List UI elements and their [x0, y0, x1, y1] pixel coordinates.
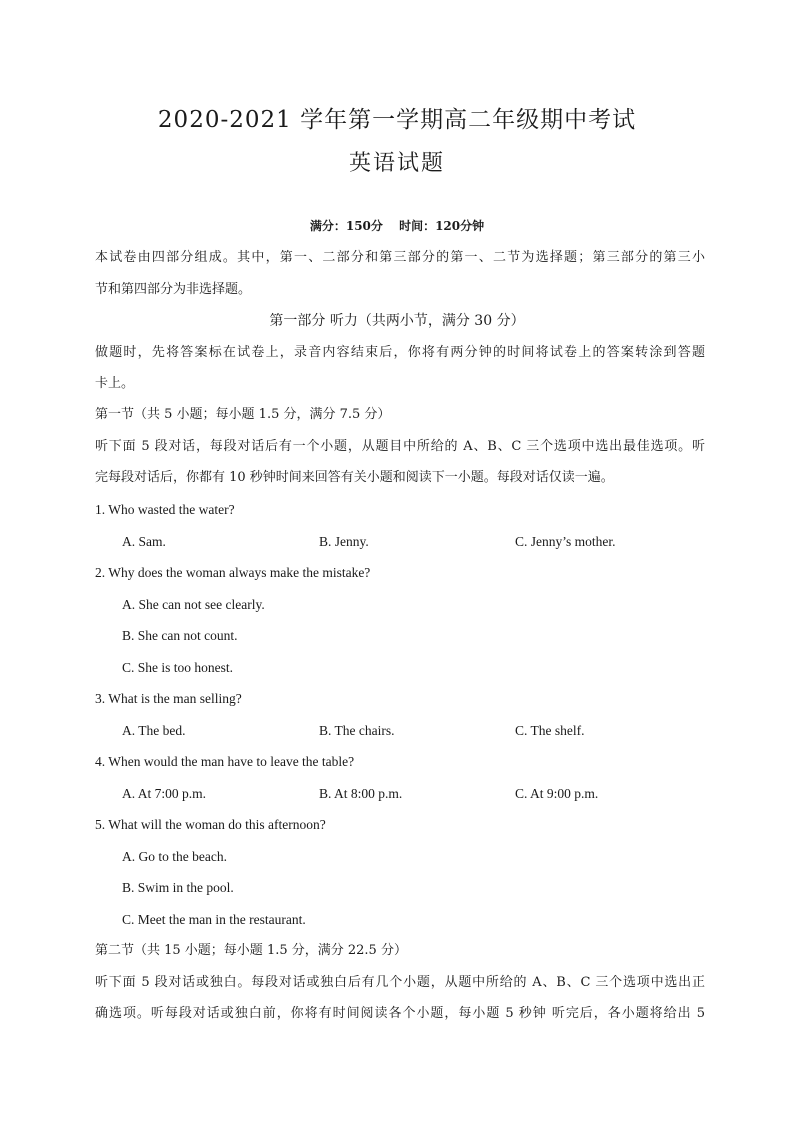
- intro-line-2: 节和第四部分为非选择题。: [95, 282, 252, 297]
- question-5-option-b: B. Swim in the pool.: [122, 880, 234, 895]
- question-4-option-b: B. At 8:00 p.m.: [319, 786, 403, 801]
- part1-instructions-line-2: 卡上。: [95, 376, 135, 391]
- section1-instructions-line-2: 完每段对话后，你都有 10 秒钟时间来回答有关小题和阅读下一小题。每段对话仅读一遍。: [95, 470, 614, 485]
- exam-subtitle: 英语试题: [348, 151, 445, 176]
- question-2-option-a: A. She can not see clearly.: [122, 597, 265, 612]
- question-1-option-c: C. Jenny’s mother.: [515, 534, 616, 549]
- section1-instructions-line-1: 听下面 5 段对话，每段对话后有一个小题，从题目中所给的 A、B、C 三个选项中选出最佳选项。听: [95, 439, 705, 454]
- question-5-option-c: C. Meet the man in the restaurant.: [122, 912, 306, 927]
- exam-title: 2020-2021 学年第一学期高二年级期中考试: [157, 107, 637, 133]
- score-info: 满分：150分 时间：120分钟: [309, 219, 485, 233]
- question-4-option-a: A. At 7:00 p.m.: [122, 786, 207, 801]
- section2-instructions-line-1: 听下面 5 段对话或独白。每段对话或独白后有几个小题，从题中所给的 A、B、C 三个选项中选出正: [95, 975, 705, 990]
- question-5-stem: 5. What will the woman do this afternoon?: [95, 817, 326, 832]
- section2-instructions-line-2: 确选项。听每段对话或独白前，你将有时间阅读各个小题，每小题 5 秒钟 听完后，各小题将给出 5: [95, 1006, 705, 1021]
- question-1-option-a: A. Sam.: [122, 534, 166, 549]
- section1-heading: 第一节（共 5 小题；每小题 1.5 分，满分 7.5 分）: [95, 407, 391, 422]
- question-2-stem: 2. Why does the woman always make the mistake?: [95, 565, 371, 580]
- question-1-option-b: B. Jenny.: [319, 534, 369, 549]
- question-3-option-a: A. The bed.: [122, 723, 186, 738]
- question-3-option-c: C. The shelf.: [515, 723, 585, 738]
- part1-heading: 第一部分 听力（共两小节，满分 30 分）: [269, 313, 525, 329]
- section2-heading: 第二节（共 15 小题；每小题 1.5 分，满分 22.5 分）: [95, 943, 407, 958]
- question-2-option-c: C. She is too honest.: [122, 660, 234, 675]
- question-5-option-a: A. Go to the beach.: [122, 849, 227, 864]
- question-3-stem: 3. What is the man selling?: [95, 691, 242, 706]
- question-1-stem: 1. Who wasted the water?: [95, 502, 235, 517]
- question-4-option-c: C. At 9:00 p.m.: [515, 786, 599, 801]
- question-2-option-b: B. She can not count.: [122, 628, 238, 643]
- part1-instructions-line-1: 做题时，先将答案标在试卷上，录音内容结束后，你将有两分钟的时间将试卷上的答案转涂到答题: [95, 345, 705, 360]
- question-3-option-b: B. The chairs.: [319, 723, 395, 738]
- question-4-stem: 4. When would the man have to leave the table?: [95, 754, 355, 769]
- intro-line-1: 本试卷由四部分组成。其中，第一、二部分和第三部分的第一、二节为选择题；第三部分的第三小: [95, 250, 705, 265]
